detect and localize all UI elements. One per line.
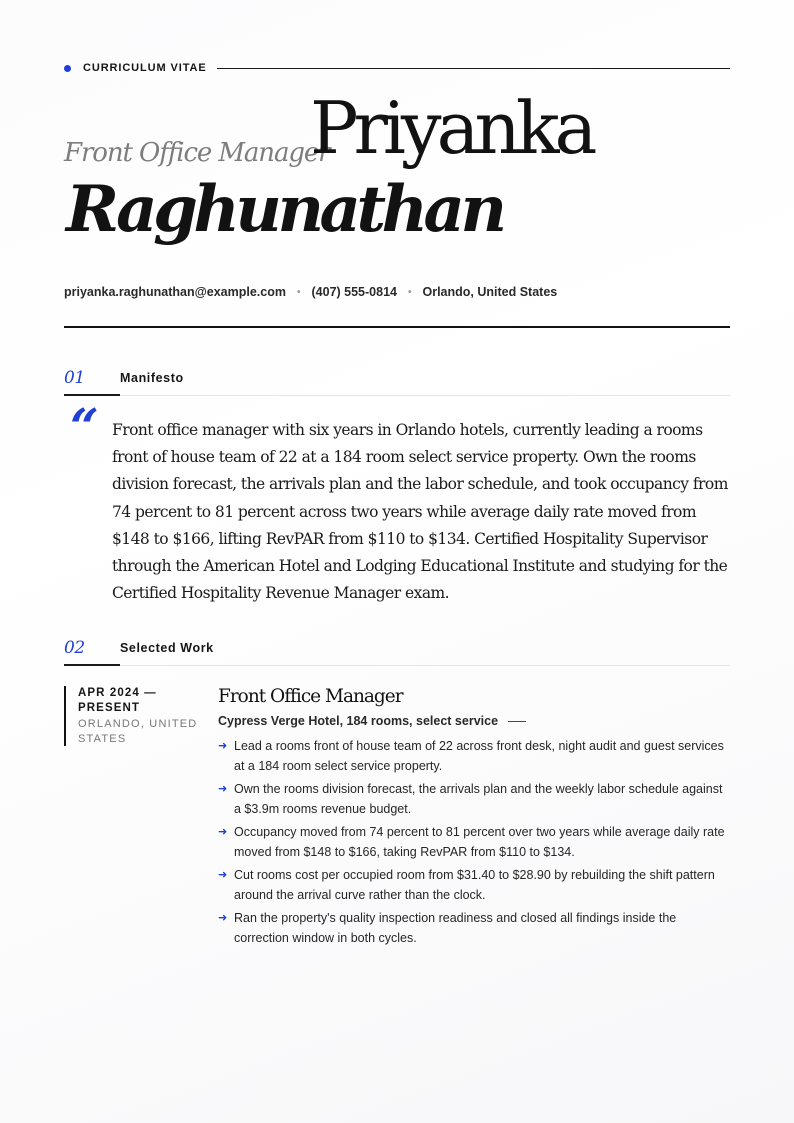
- job-company: [218, 714, 730, 728]
- job-location: ORLANDO, UNITED STATES: [78, 718, 198, 745]
- arrow-right-icon: ➜: [218, 912, 228, 924]
- contact-phone[interactable]: (407) 555-0814: [311, 285, 397, 299]
- section-rule: [64, 395, 730, 396]
- list-item: ➜ Own the rooms division forecast, the arrivals plan and the weekly labor schedule against a $3.9m rooms revenue budget.: [218, 779, 730, 819]
- arrow-right-icon: ➜: [218, 783, 228, 795]
- company-label: Cypress Verge Hotel, 184 rooms, select service: [218, 714, 499, 728]
- contact-email[interactable]: priyanka.raghunathan@example.com: [64, 285, 286, 299]
- list-item: ➜ Lead a rooms front of house team of 22 across front desk, night audit and guest services at a 184 room select service property.: [218, 736, 730, 776]
- manifesto-text: Front office manager with six years in Orlando hotels, currently leading a rooms front of house team of 22 at a 184 room select service property. Own the rooms division forecast, the arrivals plan and the labor schedule, and took occupancy from 74 percent to 81 percent across two years while average daily rate moved from $148 to $166, lifting RevPAR from $110 to $134. Certified Hospitality Supervisor through the American Hotel and Lodging Educational Institute and studying for the Certified Hospitality Revenue Manager exam.: [112, 421, 728, 603]
- separator-dot-icon: •: [296, 286, 301, 298]
- contact-line: [64, 285, 557, 299]
- kicker-label: CURRICULUM VITAE: [83, 62, 207, 74]
- section-title: Selected Work: [120, 641, 214, 655]
- header-divider: [64, 326, 730, 328]
- job-title: Front Office Manager: [218, 686, 403, 707]
- dot-icon: [64, 65, 71, 72]
- job-dates: APR 2024 — PRESENT: [78, 687, 157, 714]
- job-entry: [218, 685, 730, 951]
- arrow-right-icon: ➜: [218, 740, 228, 752]
- section-work-heading: [64, 638, 730, 668]
- first-name: Priyanka: [310, 86, 593, 170]
- kicker-rule: [217, 68, 730, 69]
- quote-mark-icon: “: [70, 397, 99, 456]
- last-name: Raghunathan: [66, 172, 503, 247]
- section-title: Manifesto: [120, 371, 184, 385]
- job-bullets: [218, 736, 730, 948]
- company-dash: [508, 721, 526, 722]
- section-number: 02: [64, 638, 85, 658]
- job-meta: [64, 686, 208, 746]
- list-item: ➜ Ran the property's quality inspection readiness and closed all findings inside the correction window in both cycles.: [218, 908, 730, 948]
- separator-dot-icon: •: [407, 286, 412, 298]
- arrow-right-icon: ➜: [218, 869, 228, 881]
- list-item: ➜ Occupancy moved from 74 percent to 81 percent over two years while average daily rate moved from $148 to $166, taking RevPAR from $110 to $134.: [218, 822, 730, 862]
- header-kicker: [64, 61, 730, 75]
- list-item: ➜ Cut rooms cost per occupied room from $31.40 to $28.90 by rebuilding the shift pattern around the arrival curve rather than the clock.: [218, 865, 730, 905]
- resume-page: [64, 0, 730, 1123]
- section-rule-accent: [64, 394, 120, 396]
- section-rule-accent: [64, 664, 120, 666]
- arrow-right-icon: ➜: [218, 826, 228, 838]
- contact-location: Orlando, United States: [422, 285, 558, 299]
- section-rule: [64, 665, 730, 666]
- section-manifesto-heading: [64, 368, 730, 398]
- section-number: 01: [64, 368, 85, 388]
- role-title: Front Office Manager: [64, 138, 330, 168]
